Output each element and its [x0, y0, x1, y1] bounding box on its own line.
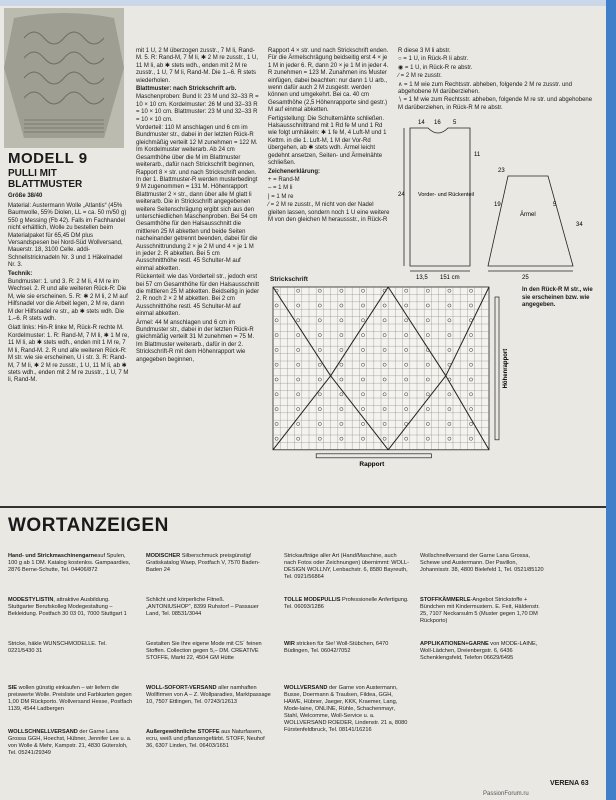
ad-entry — [146, 597, 272, 618]
ad-body: aus Naturfasern, ecru, weiß und pflanzengefärbt. STOFF, Neuhof 36, 6307 Linden, Tel. 06403/1651 — [146, 729, 265, 749]
ad-entry — [146, 553, 272, 574]
ad-body: -Angebot Strickstoffe + Bündchen mit Kindermustern. E. Feit, Häldenstr. 25, 7107 Neckarsulm 5 (Muster gegen 1,70 DM Rückporto) — [420, 597, 540, 624]
paragraph: Blattmuster: nach Strickschrift arb. — [136, 86, 237, 93]
ad-entry — [284, 597, 410, 611]
ad-head: WOLL-SOFORT-VERSAND — [146, 685, 217, 691]
legend-item: ○ = 1 U, in Rück-R li abstr. — [398, 56, 469, 63]
schema-label: 34 — [576, 222, 583, 228]
ad-body: von MODE-LAINE, Woll-Lädchen, Dreienbergstr. 6, 6436 Schenklengsfeld, Telefon 06629/6495 — [420, 641, 538, 661]
legend-item: + = Rand-M — [268, 176, 300, 183]
paragraph: Maschenproben: Bund li: 23 M und 32–33 R = 10 × 10 cm. Kordelmuster: 26 M und 32–33 R = 10 × 10 cm. Blattmuster: 23 M und 32–33 R = 10 × 10 cm. — [136, 94, 259, 123]
instructions-column-1 — [8, 203, 130, 503]
chart-note: In den Rück-R M str., wie sie erscheinen bzw. wie angegeben. — [522, 287, 593, 308]
model-title: MODELL 9 — [8, 150, 88, 167]
ad-entry — [8, 641, 134, 655]
legend-item: – = 1 M li — [268, 185, 293, 192]
ad-entry — [420, 641, 546, 662]
paragraph: Glatt links: Hin-R linke M, Rück-R rechte M. — [8, 324, 124, 331]
instructions-column-4 — [398, 48, 594, 114]
paragraph: Material: Austermann Wolle „Atlantis“ (45% Baumwolle, 55% Diolen, LL = ca. 50 m/50 g) 550 g Messing (Fb 42). Falls im Fachhandel nicht erhältlich, Wolle zu bestellen beim Materialpaket für 65,45 DM plus Versandspesen bei Nord-Süd Wollversand, Mauerstr. 18, 3100 Celle. addi-Schnellstricknadeln Nr. 3 und 1 Häkelnadel Nr. 3. — [8, 203, 127, 269]
paragraph: Rapport 4 × str. und nach Strickschrift enden. Für die Ärmelschrägung beidseitig erst 4 × je 1 M in jeder 6. R, dann 20 × je 1 M in jeder 4. R zunehmen = 123 M. Zunahmen ins Muster einfügen, dabei beachten: nur dann 1 U arb., wenn dafür auch 2 M zusgestr. werden können und umgekehrt. Bei ca. 40 cm Gesamthöhe (2,5 Höhenrapporte sind gestr.) M auf einmal abketten. — [268, 48, 389, 114]
ad-head: WOLLSCHNELLVERSAND — [8, 729, 78, 735]
blue-edge-bar — [606, 0, 616, 800]
ad-head: MODISCHER — [146, 553, 181, 559]
repeat-label: Rapport — [359, 460, 385, 468]
ad-body: wollen günstig einkaufen – wir liefern die preiswerte Wolle. Preisliste und Farbkarten gegen 1,00 DM Rückporto. Wollversand Hesse, Postfach 1139, 4544 Ladbergen — [8, 685, 133, 712]
ad-entry — [8, 597, 134, 618]
paragraph-heading: Technik: — [8, 270, 33, 277]
legend-heading: Zeichenerklärung: — [268, 168, 321, 175]
model-subtitle: PULLI MIT BLATTMUSTER — [8, 168, 83, 190]
legend-item: ∖ = 1 M wie zum Rechtsstr. abheben, folgende M re str. und abgehobene M darüberziehen, in Rück-R M re abstr. — [398, 97, 593, 111]
sweater-photo — [4, 8, 124, 148]
ad-entry — [146, 685, 272, 706]
paragraph: Fertigstellung: Die Schulternähte schließen. Halsausschnittrand mit 1 Rd fe M und 1 Rd wie folgt umhäkeln: ✱ 1 fe M, 4 Luft-M und 1 Kettm. in die 1. Luft-M, 1 M der Vor-Rd übergehen, ab ✱ stets wdh. Ärmel leicht gedehnt ansetzen, Seiten- und Ärmelnähte schließen. — [268, 115, 387, 167]
ad-body: auf Spulen, 100 g ab 1 DM. Katalog kostenlos. Gampaardies, 2876 Berne-Schutte, Tel. 04406/872 — [8, 553, 131, 573]
paragraph: Ärmel: 44 M anschlagen und 6 cm im Bundmuster str., dabei in der letzten Rück-R gleichmäßig verteilt 31 M zunehmen = 75 M. Im Blattmuster weiterarb., dafür in der 2. Strickschrift-R mit dem Höhenrapport wie angegeben beginnen, — [136, 319, 255, 363]
ad-body: Professionelle Anfertigung. Tel. 06093/1286 — [284, 597, 409, 610]
legend-item: ∕ = 2 M re zusstr. — [398, 73, 442, 80]
ad-head: MODESTYLISTIN — [8, 597, 54, 603]
ad-head: Außergewöhnliche STOFFE — [146, 729, 220, 735]
watermark: PassionForum.ru — [483, 791, 529, 797]
schema-label: 5 — [553, 202, 557, 208]
ad-body: Schlicht und körperliche Fitneß. „ANTONIUSHOP“, 8399 Ruhstorf – Passauer Land, Tel. 08531/3044 — [146, 597, 259, 617]
ad-entry — [8, 553, 134, 574]
paragraph: Kordelmuster: 1. R: Rand-M, 7 M li, ✱ 1 M re, 11 M li, ab ✱ stets wdh., enden mit 1 M re, 7 M li, Rand-M. 2. R und alle weiteren Rück-R: M str. wie sie erscheinen, U i str. 3. R: Rand-M, 7 M li, ✱ 2 M re zusstr., 1 U, 11 M li, ab ✱ stets wdh., enden mit 2 M re zusstr., 1 U, 7 M li, Rand-M. — [8, 332, 130, 384]
schema-label: 13,5 — [416, 275, 428, 281]
legend-item: ⁄ = 2 M re zusstr., M nicht von der Nadel gleiten lassen, sondern noch 1 U eine weitere M von den gleichen M heraussstr., in Rück-R — [268, 202, 390, 223]
ad-body: , attraktive Ausbildung. Stuttgarter Berufskolleg Modegestaltung – Bekleidung. Postfach 30 03 01, 7000 Stuttgart 1 — [8, 597, 127, 617]
ads-header: WORTANZEIGEN — [8, 515, 169, 536]
sleeve-outline — [488, 176, 573, 266]
ad-body: der Garne Lana Grossa GGH, Hoechst, Hübner, Jennifer Lee u. a. von Wolle & Mehr, Kampstr. 21, 4830 Gütersloh, Tel. 05241/29349 — [8, 729, 132, 756]
ad-body: Gestalten Sie Ihre eigene Mode mit CS´ feinen Stoffen. Collection gegen 5,– DM. CREATIVE STOFFE, Markt 22, 4504 GM Hütte — [146, 641, 262, 661]
height-repeat-label: Höhenrapport — [503, 348, 509, 389]
top-strip — [0, 0, 616, 6]
schema-label: 5 — [453, 120, 457, 126]
paragraph: Rückenteil: wie das Vorderteil str., jedoch erst bei 57 cm Gesamthöhe für den Halsausschnitt die mittleren 25 M abketten. Beidseitig in jeder 2. R noch 2 × 2 M abketten. Bei 2 cm Ausschnitthöhe restl. 45 Schulter-M auf einmal abketten. — [136, 274, 260, 318]
ad-entry — [146, 641, 272, 662]
ad-body: Silberschmuck preisgünstig! Gratiskatalog Waep, Postfach V, 7570 Baden-Baden 24 — [146, 553, 260, 573]
paragraph: Vorderteil: 110 M anschlagen und 6 cm im Bundmuster str., dabei in der letzten Rück-R gleichmäßig verteilt 12 M zunehmen = 122 M. Im Kordelmuster weiterarb. Ab 24 cm Gesamthöhe über die M im Blattmuster weiterarb., dafür nach Strickschrift beginnen, Rapport 8 × str. und nach Strickschrift enden. In der 1. Blattmuster-R werden musterbedingt 9 M zugenommen = 131 M. Höhenrapport Blattmuster 2 × str., dann über alle M glatt li weiterarb. Die in Strickschrift angegebenen weitere Seitenschrägung ergibt sich aus den unterschiedlichen Maschenproben. Bei 54 cm Gesamthöhe für den Halsausschnitt die mittleren 25 M abketten und beide Seiten nacheinander getrennt beenden, dabei für die Ausschnittrundung 2 × je 2 M und 4 × je 1 M in jeder 2. R abketten. Bei 5 cm Ausschnitthöhe restl. 45 Schulter-M auf einmal abketten. — [136, 125, 258, 272]
ad-entry — [284, 641, 410, 655]
legend-item: ∧ = 1 M wie zum Rechtsstr. abheben, folgende 2 M re zusstr. und abgehobene M darüberziehen. — [398, 81, 572, 96]
schema-label: 14 — [418, 120, 425, 126]
instructions-column-3 — [268, 48, 392, 274]
ad-entry — [420, 597, 546, 625]
ad-body: Stricke, häkle WUNSCHMODELLE. Tel. 0221/5430 31 — [8, 641, 107, 654]
front-label: Vorder- und Rückenteil — [418, 192, 474, 198]
schema-label: 151 cm — [440, 275, 460, 281]
height-repeat-marker — [495, 297, 499, 440]
ad-body: Strickaufträge aller Art (Hand/Maschine, auch nach Fotos oder Zeichnungen) übernimmt: WOLL-DESIGN WOLLNY, Lenbachstr. 6, 8580 Bayreuth, Tel. 0921/56864 — [284, 553, 409, 580]
ad-head: Hand- und Strickmaschinengarne — [8, 553, 98, 559]
repeat-marker — [316, 454, 431, 458]
size-schema — [398, 116, 592, 281]
ad-body: der Garne von Austermann, Busse, Doermann & Traulsen, Fildea, GGH, HAWE, Hübner, Jaeger, KKK, Kraemer, Lang, Mode-laine, ONLINE, Rühle, Schachenmayr, Stahl, Welcomme, Woll-Service u. a. WOLLVERSAND ROEDER, Lindenstr. 21 a, 8080 Fürstenfeldbruck, Tel. 08141/16216 — [284, 685, 408, 733]
ad-entry — [420, 553, 546, 574]
ad-entry — [284, 685, 410, 734]
page-footer: VERENA 63 — [550, 780, 589, 787]
ad-entry — [146, 729, 272, 750]
chart-title: Strickschrift — [270, 276, 308, 283]
schema-label: 19 — [494, 202, 501, 208]
instructions-column-2 — [136, 48, 260, 504]
ad-head: STOFFKÄMMERLE — [420, 597, 471, 603]
paragraph: Bundmuster: 1. und 3. R: 2 M li, 4 M re im Wechsel. 2. R und alle weiteren Rück-R: Die M, wie sie erscheinen. 5. R: ✱ 2 M li, 2 M auf Hilfsnadel vor die Arbeit legen, 2 M re, dann M der Hilfsnadel re str., ab ✱ stets wdh. Die 1.–6. R stets wdh. — [8, 279, 128, 323]
paragraph: mit 1 U, 2 M überzogen zusstr., 7 M li, Rand-M. 5. R: Rand-M, 7 M li, ✱ 2 M re zusstr., 1 U, 11 M li, ab ✱ stets wdh., enden mit 2 M re zusstr., 1 U, 7 M li, Rand-M. Die 1.–6. R stets wiederholen. — [136, 48, 259, 84]
sleeve-label: Ärmel — [520, 212, 536, 218]
size-label: Größe 38/40 — [8, 193, 43, 199]
ad-head: APPLIKATIONEN+GARNE — [420, 641, 489, 647]
ad-entry — [8, 729, 134, 757]
ad-entry — [8, 685, 134, 713]
ad-head: SIE — [8, 685, 18, 691]
ad-entry — [284, 553, 410, 581]
schema-label: 11 — [474, 152, 481, 158]
legend-item: | = 1 M re — [268, 193, 294, 200]
knitting-chart — [269, 285, 515, 468]
ad-body: aller namhaften Wollfirmen von A – Z. Wollparadies, Marktpassage 10, 7507 Ettlingen, Tel. 07243/12613 — [146, 685, 271, 705]
legend-item: R diese 3 M li abstr. — [398, 48, 451, 54]
ad-head: TOLLE MODEPULLIS — [284, 597, 341, 603]
ad-body: stricken für Sie! Woll-Stübchen, 6470 Büdingen, Tel. 06042/7052 — [284, 641, 389, 654]
ad-head: WIR — [284, 641, 295, 647]
schema-label: 16 — [434, 120, 441, 126]
legend-item: ◉ = 1 U, in Rück-R re abstr. — [398, 64, 473, 71]
schema-label: 25 — [522, 275, 529, 281]
schema-label: 23 — [498, 168, 505, 174]
section-divider — [0, 506, 606, 508]
ad-body: Wollschnellversand der Garne Lana Grossa, Schewe und Austermann. Der Pavillon, Johannisstr. 38, 4800 Bielefeld 1, Tel. 0521/85120 — [420, 553, 544, 573]
ad-head: WOLLVERSAND — [284, 685, 328, 691]
schema-label: 24 — [398, 192, 405, 198]
